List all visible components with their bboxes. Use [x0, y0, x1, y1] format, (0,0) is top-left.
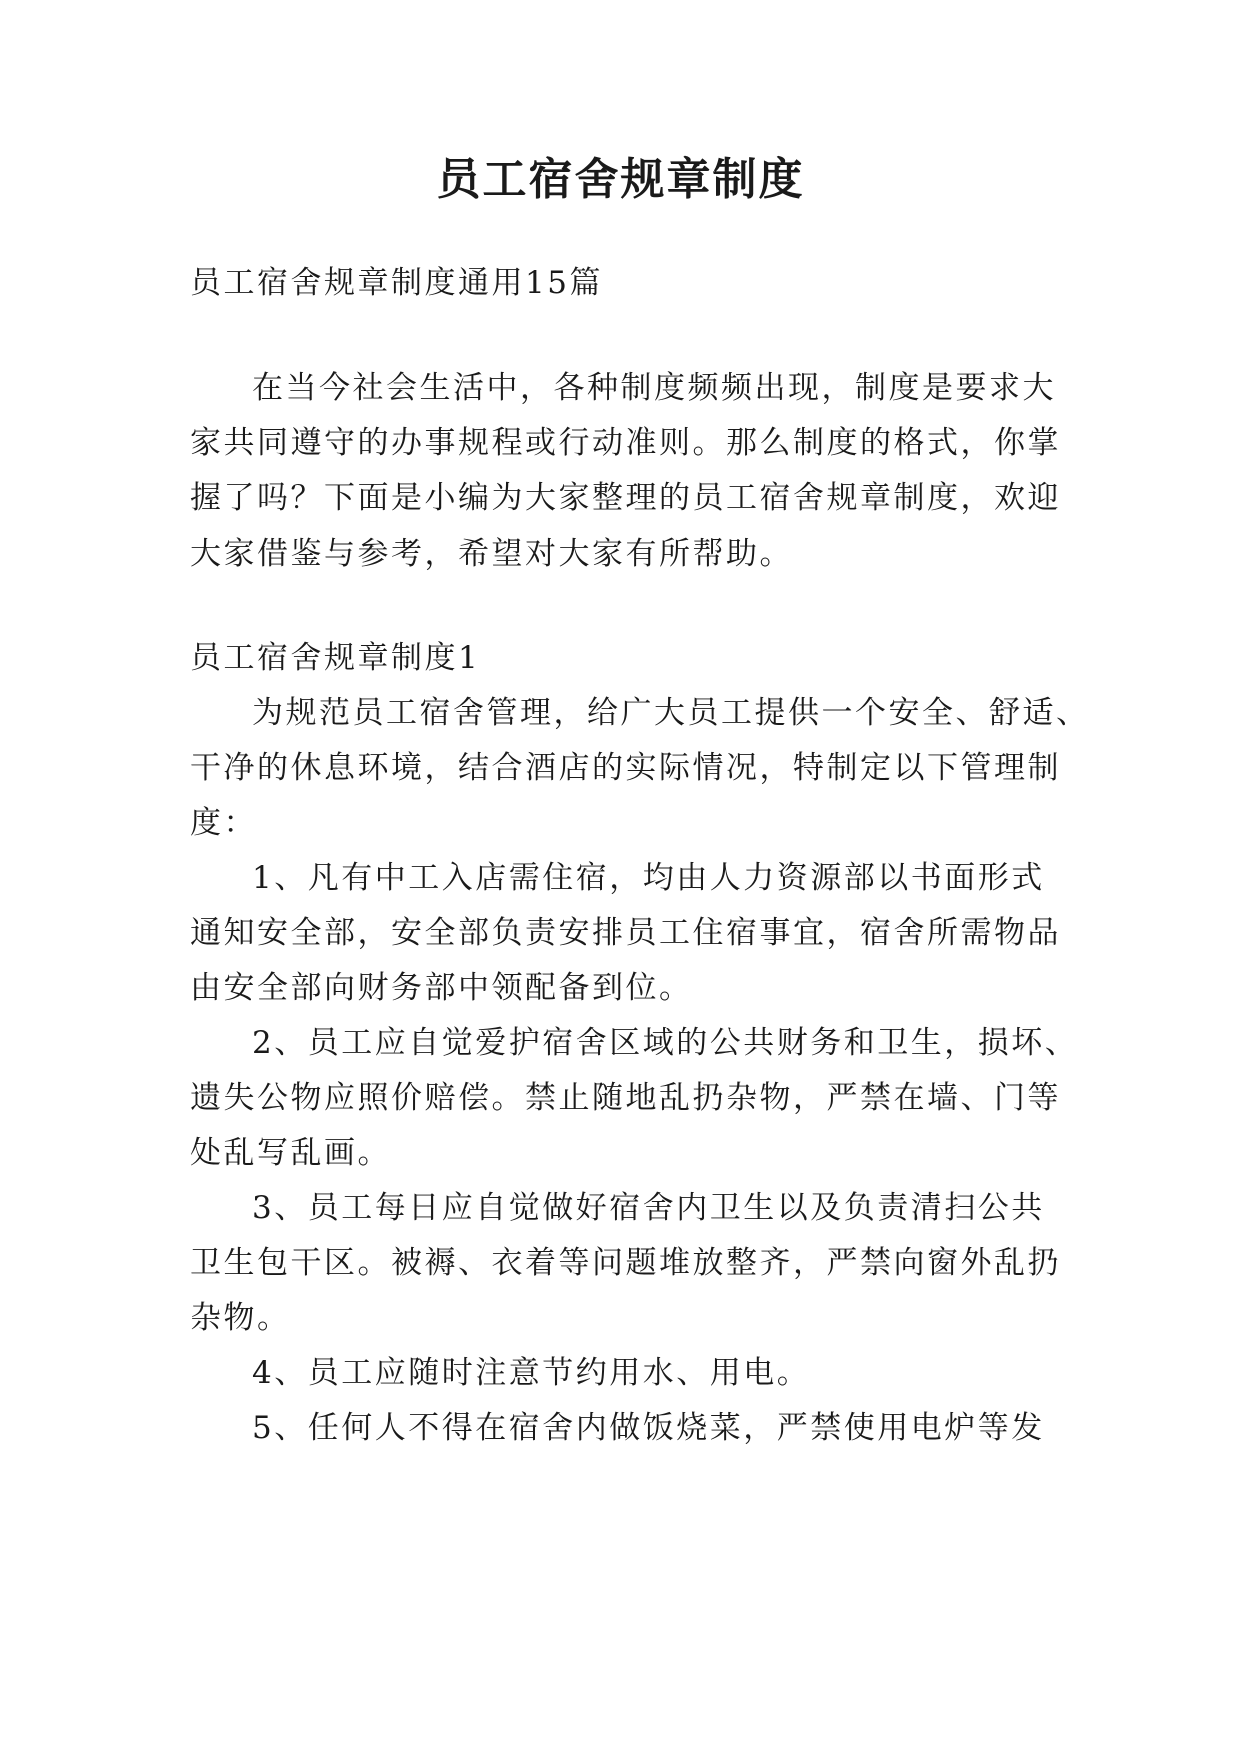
rule-line: 2、员工应自觉爱护宿舍区域的公共财务和卫生，损坏、: [252, 1025, 1079, 1061]
section-intro-line: 干净的休息环境，结合酒店的实际情况，特制定以下管理制: [190, 750, 1061, 786]
intro-line: 在当今社会生活中，各种制度频频出现，制度是要求大: [252, 370, 1056, 406]
intro-line: 家共同遵守的办事规程或行动准则。那么制度的格式，你掌: [190, 425, 1061, 461]
intro-line: 大家借鉴与参考，希望对大家有所帮助。: [190, 536, 793, 572]
rule-line: 通知安全部，安全部负责安排员工住宿事宜，宿舍所需物品: [190, 915, 1061, 951]
rule-line: 处乱写乱画。: [190, 1135, 391, 1171]
rule-line: 卫生包干区。被褥、衣着等问题堆放整齐，严禁向窗外乱扔: [190, 1245, 1061, 1281]
section-heading: 员工宿舍规章制度1: [190, 640, 481, 676]
rule-line: 3、员工每日应自觉做好宿舍内卫生以及负责清扫公共: [252, 1190, 1045, 1226]
document-title: 员工宿舍规章制度: [436, 154, 805, 205]
rule-line: 4、员工应随时注意节约用水、用电。: [252, 1355, 811, 1391]
rule-line: 1、凡有中工入店需住宿，均由人力资源部以书面形式: [252, 860, 1045, 896]
section-intro-line: 为规范员工宿舍管理，给广大员工提供一个安全、舒适、: [252, 695, 1090, 731]
rule-line: 杂物。: [190, 1300, 291, 1336]
document-subtitle: 员工宿舍规章制度通用15篇: [190, 265, 603, 301]
rule-line: 由安全部向财务部中领配备到位。: [190, 970, 693, 1006]
rule-line: 5、任何人不得在宿舍内做饭烧菜，严禁使用电炉等发: [252, 1410, 1045, 1446]
intro-line: 握了吗？下面是小编为大家整理的员工宿舍规章制度，欢迎: [190, 480, 1061, 516]
section-intro-line: 度：: [190, 805, 257, 841]
rule-line: 遗失公物应照价赔偿。禁止随地乱扔杂物，严禁在墙、门等: [190, 1080, 1061, 1116]
